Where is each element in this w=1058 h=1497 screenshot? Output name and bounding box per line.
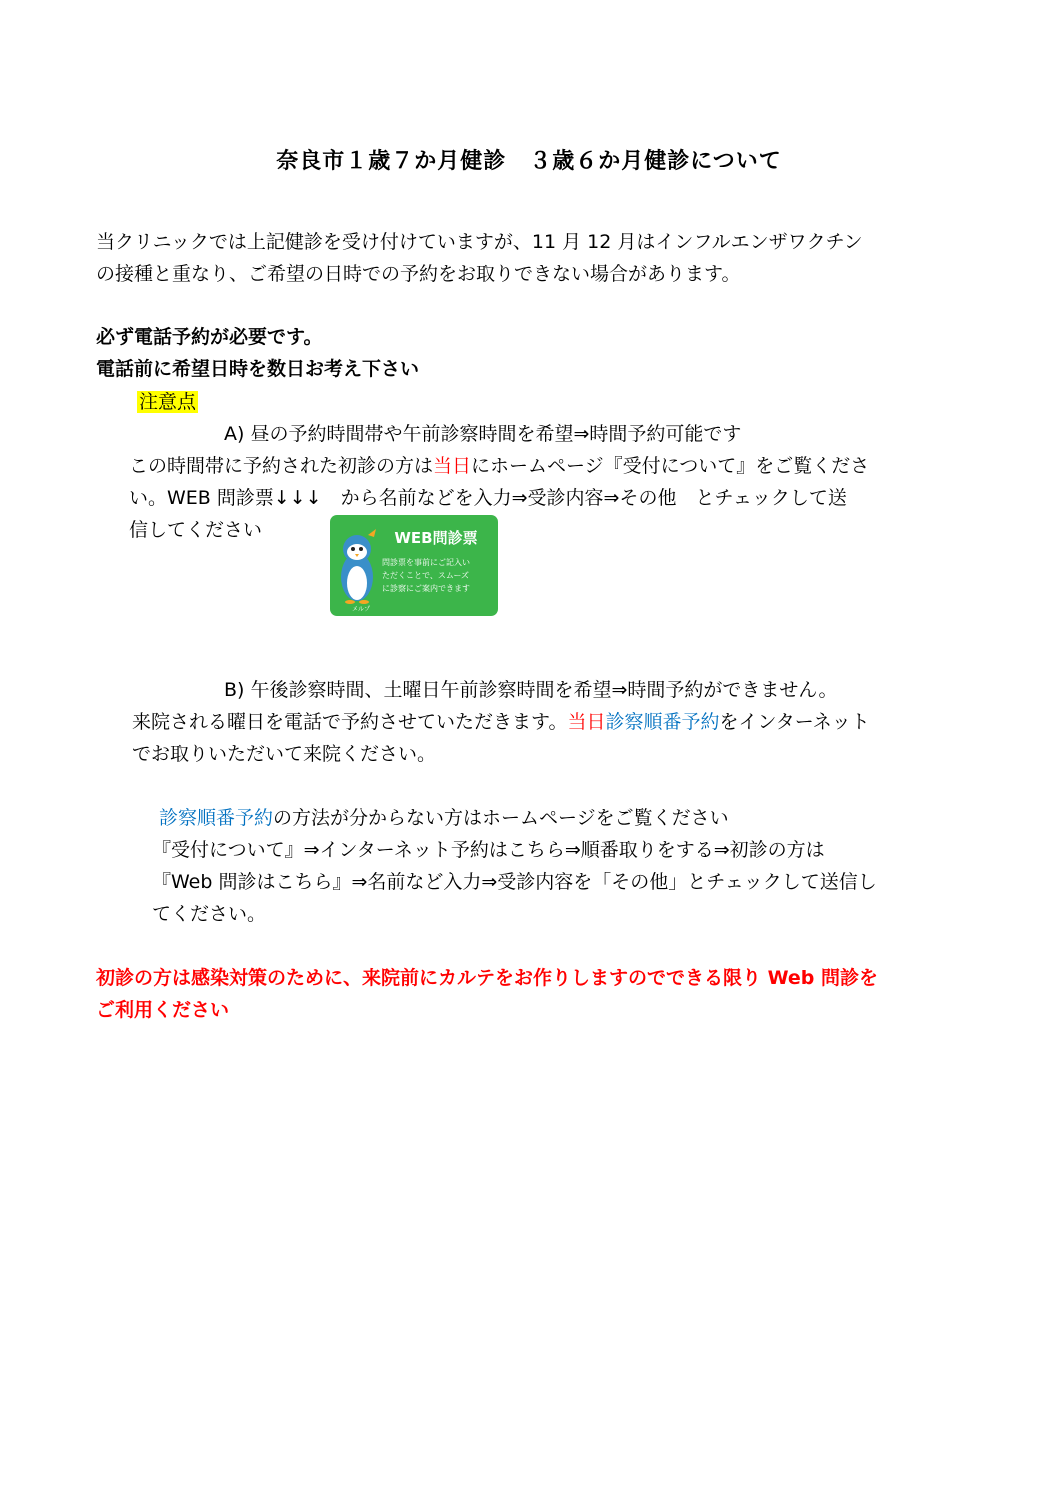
intro-line-2: の接種と重なり、ご希望の日時での予約をお取りできない場合があります。: [96, 263, 741, 285]
section-b-line-1: [132, 708, 870, 736]
section-a-line-1-pre: この時間帯に予約された初診の方は: [129, 455, 434, 477]
howto-line-2: 『受付について』⇒インターネット予約はこちら⇒順番取りをする⇒初診の方は: [152, 839, 825, 861]
howto-line-4: てください。: [152, 903, 267, 925]
web-badge-title: WEB問診票: [394, 529, 478, 547]
intro-line-1: 当クリニックでは上記健診を受け付けていますが、11 月 12 月はインフルエンザワクチン: [96, 231, 863, 253]
web-badge-line-1: 問診票を事前にご記入い: [382, 558, 470, 567]
footer-line-1: 初診の方は感染対策のために、来院前にカルテをお作りしますのでできる限り Web 問診を: [96, 967, 878, 989]
section-a-line-1-red: 当日: [433, 455, 472, 477]
section-b-line-1-red: 当日: [567, 711, 606, 733]
web-badge-brand: メルプ: [352, 606, 371, 613]
web-questionnaire-banner[interactable]: [330, 515, 498, 616]
web-badge-line-2: ただくことで、スムーズ: [382, 571, 470, 580]
section-b-line-2: でお取りいただいて来院ください。: [132, 743, 437, 765]
section-a-line-1-post: にホームページ『受付について』をご覧くださ: [471, 455, 870, 477]
notice-line-1: 必ず電話予約が必要です。: [96, 326, 323, 348]
howto-line-3: 『Web 問診はこちら』⇒名前など入力⇒受診内容を「その他」とチェックして送信し: [152, 871, 877, 893]
caution-label-text: 注意点: [139, 391, 197, 413]
section-b-line-1-pre: 来院される曜日を電話で予約させていただきます。: [132, 711, 568, 733]
notice-line-2: 電話前に希望日時を数日お考え下さい: [96, 358, 420, 380]
howto-line-1: [159, 804, 729, 832]
section-a-heading: A) 昼の予約時間帯や午前診察時間を希望⇒時間予約可能です: [224, 423, 742, 445]
section-b-line-1-post: をインターネット: [719, 711, 870, 733]
howto-line-1-blue: 診察順番予約: [159, 807, 274, 829]
section-a-line-2: い。WEB 問診票↓↓↓ から名前などを入力⇒受診内容⇒その他 とチェックして送: [129, 487, 847, 509]
section-b-line-1-blue: 診察順番予約: [605, 711, 720, 733]
page-title: 奈良市１歳７か月健診 ３歳６か月健診について: [276, 149, 782, 174]
footer-line-2: ご利用ください: [96, 999, 230, 1021]
section-a-line-3: 信してください: [129, 519, 263, 541]
section-b-heading: B) 午後診察時間、土曜日午前診察時間を希望⇒時間予約ができません。: [224, 679, 838, 701]
caution-label: [137, 388, 198, 416]
web-badge-line-3: に診察にご案内できます: [382, 584, 470, 593]
howto-line-1-post: の方法が分からない方はホームページをご覧ください: [273, 807, 729, 829]
section-a-line-1: [129, 452, 869, 480]
